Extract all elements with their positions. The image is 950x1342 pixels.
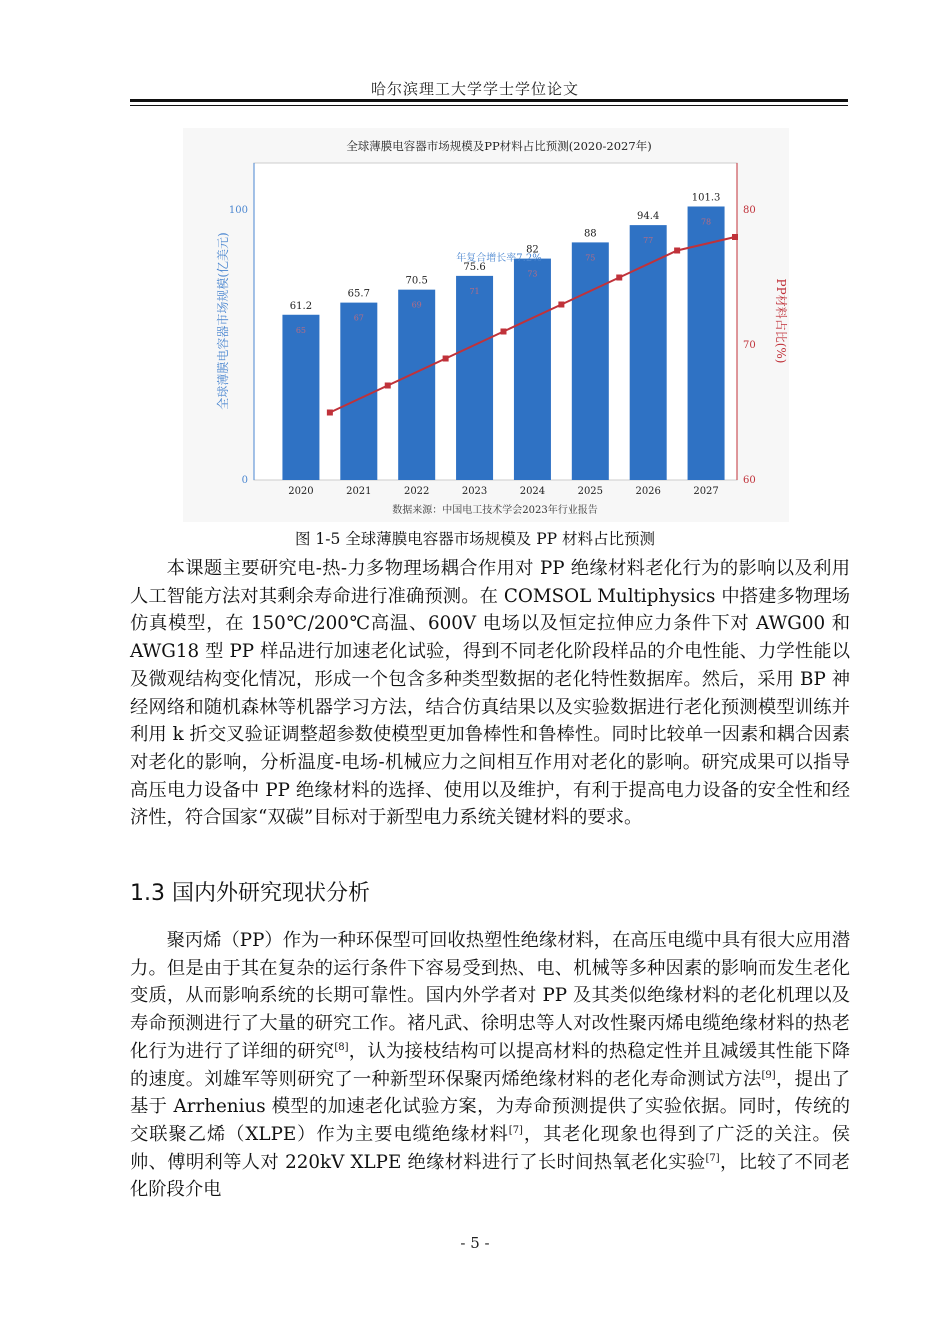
pp-share-point <box>443 356 449 362</box>
x-tick-label: 2027 <box>693 486 719 497</box>
citation-ref[interactable]: [7] <box>508 1124 523 1136</box>
bar-value-label: 65.7 <box>347 288 370 300</box>
citation-ref[interactable]: [7] <box>705 1152 720 1164</box>
pp-share-point <box>616 275 622 281</box>
paragraph-text: ，提出了基于 Arrhenius 模型的加速老化试验方案，为寿命预测提供了实验依据。同时，传统的交联聚乙烯（XLPE）作为主要电缆绝缘材料 <box>130 1068 851 1145</box>
right-axis-label: PP材料占比(%) <box>774 278 788 364</box>
data-source-note: 数据来源：中国电工技术学会2023年行业报告 <box>392 505 598 516</box>
paragraph-text: 聚丙烯（PP）作为一种环保型可回收热塑性绝缘材料，在高压电缆中具有很大应用潜力。但是由于其在复杂的运行条件下容易受到热、电、机械等多种因素的影响而发生老化变质，从而影响系统的长期可靠性。国内外学者对 PP 及其类似绝缘材料的老化机理以及寿命预测进行了大量的研究工作。褚凡武、徐明忠等人对改性聚丙烯电缆绝缘材料的热老化行为进行了详细的研究 <box>130 930 850 1062</box>
bar <box>282 315 319 480</box>
bar-value-label: 61.2 <box>289 300 313 312</box>
pp-share-label: 78 <box>700 217 712 227</box>
page-header-title: 哈尔滨理工大学学士学位论文 <box>370 80 579 98</box>
citation-ref[interactable]: [9] <box>761 1069 776 1081</box>
left-axis-label: 全球薄膜电容器市场规模(亿美元) <box>216 232 230 410</box>
bar-value-label: 75.6 <box>463 261 486 273</box>
x-tick-label: 2021 <box>346 486 372 497</box>
pp-share-point <box>501 329 507 335</box>
pp-share-point <box>558 302 564 308</box>
paragraph-text: ，其老化现象也得到了广泛的关注。侯帅、傅明利等人对 220kV XLPE 绝缘材料进行了长时间热氧老化实验 <box>130 1123 850 1173</box>
bar-value-label: 88 <box>583 228 597 240</box>
market-chart <box>183 128 789 522</box>
pp-share-label: 65 <box>295 325 307 335</box>
pp-share-label: 77 <box>643 236 654 246</box>
section-heading: 1.3 国内外研究现状分析 <box>130 881 370 906</box>
bar <box>572 242 609 480</box>
x-tick-label: 2020 <box>288 486 314 497</box>
bar-value-label: 94.4 <box>637 211 660 223</box>
bar-value-label: 82 <box>526 244 539 256</box>
bar-value-label: 70.5 <box>405 275 428 287</box>
paragraph-text: ，认为接枝结构可以提高材料的热稳定性并且减缓其性能下降的速度。刘雄军等则研究了一种新型环保聚丙烯绝缘材料的老化寿命测试方法 <box>130 1040 851 1090</box>
citation-ref[interactable]: [8] <box>334 1041 349 1053</box>
pp-share-label: 75 <box>585 253 596 263</box>
x-tick-label: 2023 <box>461 486 488 497</box>
pp-share-point <box>385 383 391 389</box>
pp-share-point <box>732 234 738 240</box>
header-rule-thick <box>130 99 848 102</box>
bar <box>456 276 493 480</box>
bar <box>340 303 377 480</box>
page-number: - 5 - <box>460 1234 490 1252</box>
x-tick-label: 2022 <box>403 486 430 497</box>
header-rule-thin <box>130 105 848 106</box>
pp-share-point <box>674 248 680 254</box>
x-tick-label: 2025 <box>577 486 604 497</box>
right-tick-label: 60 <box>743 475 756 486</box>
x-tick-label: 2026 <box>635 486 661 497</box>
paragraph-text: ，比较了不同老化阶段介电 <box>130 1151 851 1201</box>
right-tick-label: 80 <box>743 205 756 216</box>
figure-caption: 图 1-5 全球薄膜电容器市场规模及 PP 材料占比预测 <box>294 530 656 548</box>
left-tick-label: 100 <box>228 205 248 216</box>
pp-share-label: 71 <box>469 286 480 296</box>
x-tick-label: 2024 <box>519 486 546 497</box>
pp-share-label: 69 <box>411 300 422 310</box>
pp-share-label: 73 <box>527 269 538 279</box>
growth-rate-annotation: 年复合增长率7.2% <box>456 253 542 264</box>
bar <box>398 290 435 480</box>
bar <box>514 259 551 480</box>
bar-value-label: 101.3 <box>691 192 721 204</box>
body-paragraph-1: 本课题主要研究电-热-力多物理场耦合作用对 PP 绝缘材料老化行为的影响以及利用人工智能方法对其剩余寿命进行准确预测。在 COMSOL Multiphysics 中搭建多物理场仿真模型，在 150℃/200℃高温、600V 电场以及恒定拉伸应力条件下对 AWG00 和 AWG18 型 PP 样品进行加速老化试验，得到不同老化阶段样品的介电性能、力学性能以及微观结构变化情况，形成一个包含多种类型数据的老化特性数据库。然后，采用 BP 神经网络和随机森林等机器学习方法，结合仿真结果以及实验数据进行老化预测模型训练并利用 k 折交叉验证调整超参数使模型更加鲁棒性和鲁棒性。同时比较单一因素和耦合因素对老化的影响，分析温度-电场-机械应力之间相互作用对老化的影响。研究成果可以指导高压电力设备中 PP 绝缘材料的选择、使用以及维护，有利于提高电力设备的安全性和经济性，符合国家“双碳”目标对于新型电力系统关键材料的要求。 <box>130 558 850 829</box>
chart-title: 全球薄膜电容器市场规模及PP材料占比预测(2020-2027年) <box>346 139 652 153</box>
left-tick-label: 0 <box>241 475 248 486</box>
pp-share-label: 67 <box>353 313 364 323</box>
body-paragraph-2 <box>130 927 850 1204</box>
right-tick-label: 70 <box>743 340 756 351</box>
pp-share-point <box>327 410 333 416</box>
